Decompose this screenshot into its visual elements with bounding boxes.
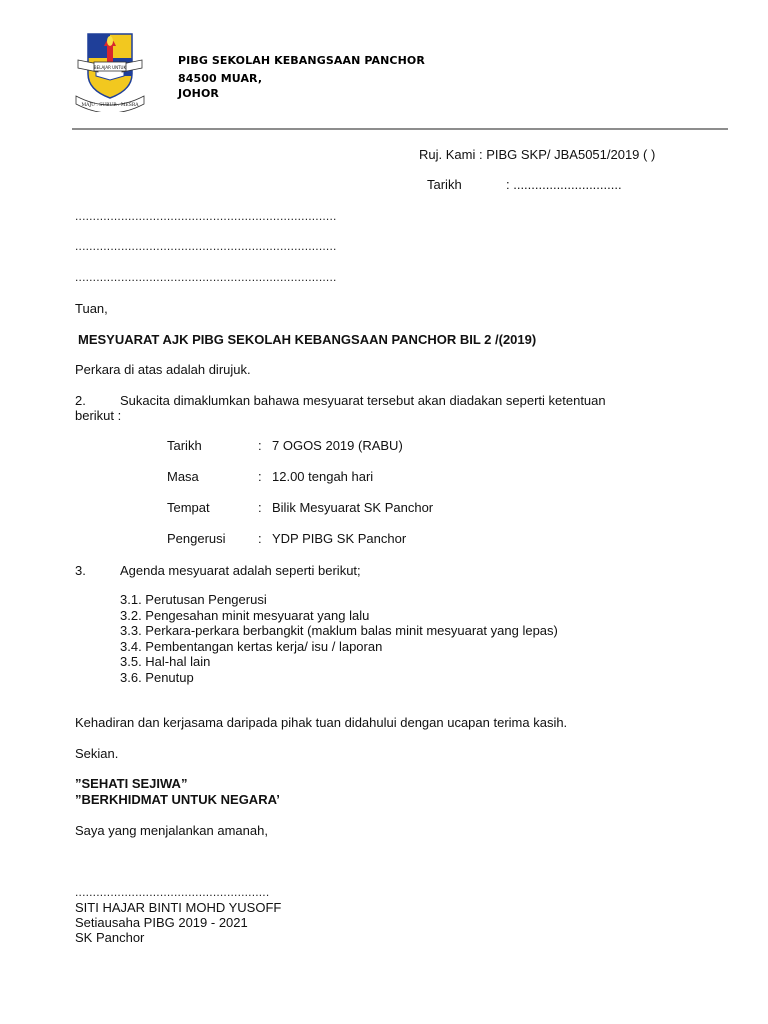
detail-value-pengerusi: YDP PIBG SK Panchor	[272, 531, 407, 546]
recipient-line-2: ..........................................................................	[75, 239, 337, 253]
para2-line1: Sukacita dimaklumkan bahawa mesyuarat tersebut akan diadakan seperti ketentuan	[120, 393, 606, 408]
agenda-item: 3.2. Pengesahan minit mesyuarat yang lalu	[120, 607, 370, 623]
reference-tarikh-label: Tarikh	[427, 177, 462, 192]
agenda-item: 3.4. Pembentangan kertas kerja/ isu / laporan	[120, 638, 383, 654]
amanah-text: Saya yang menjalankan amanah,	[75, 823, 268, 838]
agenda-item: 3.1. Perutusan Pengerusi	[120, 592, 267, 607]
detail-label-pengerusi: Pengerusi	[167, 531, 226, 546]
signatory-title: Setiausaha PIBG 2019 - 2021	[75, 915, 248, 930]
school-crest-logo	[74, 30, 146, 112]
agenda-item: 3.6. Penutup	[120, 669, 194, 685]
para2-line2: berikut :	[75, 408, 122, 423]
letterhead-rule	[72, 128, 728, 130]
detail-colon: :	[258, 469, 262, 484]
detail-label-tarikh: Tarikh	[167, 438, 202, 453]
salutation: Tuan,	[75, 301, 108, 316]
signature-line: .......................................................	[75, 885, 270, 899]
agenda-item: 3.3. Perkara-perkara berbangkit (maklum balas minit mesyuarat yang lepas)	[120, 623, 558, 638]
reference-tarikh-value: : ..............................	[506, 177, 622, 192]
detail-value-tempat: Bilik Mesyuarat SK Panchor	[272, 500, 434, 515]
signatory-school: SK Panchor	[75, 930, 145, 945]
closing-paragraph: Kehadiran dan kerjasama daripada pihak tuan didahului dengan ucapan terima kasih.	[75, 715, 568, 730]
subject-heading: MESYUARAT AJK PIBG SEKOLAH KEBANGSAAN PANCHOR BIL 2 /(2019)	[78, 332, 537, 347]
signatory-name: SITI HAJAR BINTI MOHD YUSOFF	[75, 900, 282, 915]
sekian-text: Sekian.	[75, 746, 119, 761]
reference-ruj-label: Ruj. Kami	[419, 147, 476, 162]
reference-ruj	[419, 147, 655, 162]
reference-ruj-value: : PIBG SKP/ JBA5051/2019 ( )	[478, 147, 656, 162]
logo-motto-text: MAJU . SUBUR . MESRA	[81, 103, 139, 108]
detail-value-masa: 12.00 tengah hari	[272, 469, 374, 484]
slogan-berkhidmat: ”BERKHIDMAT UNTUK NEGARA’	[75, 792, 280, 807]
detail-colon: :	[258, 438, 262, 453]
letterhead-org-name: PIBG SEKOLAH KEBANGSAAN PANCHOR	[178, 54, 425, 67]
slogan-sehati-sejiwa: ”SEHATI SEJIWA”	[75, 776, 188, 791]
agenda-item: 3.5. Hal-hal lain	[120, 654, 211, 669]
recipient-line-1: ..........................................................................	[75, 209, 337, 223]
detail-label-tempat: Tempat	[167, 500, 210, 515]
letterhead-address-line1: 84500 MUAR,	[178, 72, 263, 85]
detail-colon: :	[258, 500, 262, 515]
detail-value-tarikh: 7 OGOS 2019 (RABU)	[272, 438, 403, 453]
recipient-line-3: ..........................................................................	[75, 270, 337, 284]
para2-number: 2.	[75, 393, 86, 408]
para3-text: Agenda mesyuarat adalah seperti berikut;	[120, 563, 361, 578]
detail-colon: :	[258, 531, 262, 546]
para3-number: 3.	[75, 563, 86, 578]
letterhead-address-line2: JOHOR	[178, 87, 219, 100]
logo-ribbon-text: BELAJAR UNTUK	[93, 65, 127, 70]
intro-paragraph: Perkara di atas adalah dirujuk.	[75, 362, 251, 377]
detail-label-masa: Masa	[167, 469, 199, 484]
